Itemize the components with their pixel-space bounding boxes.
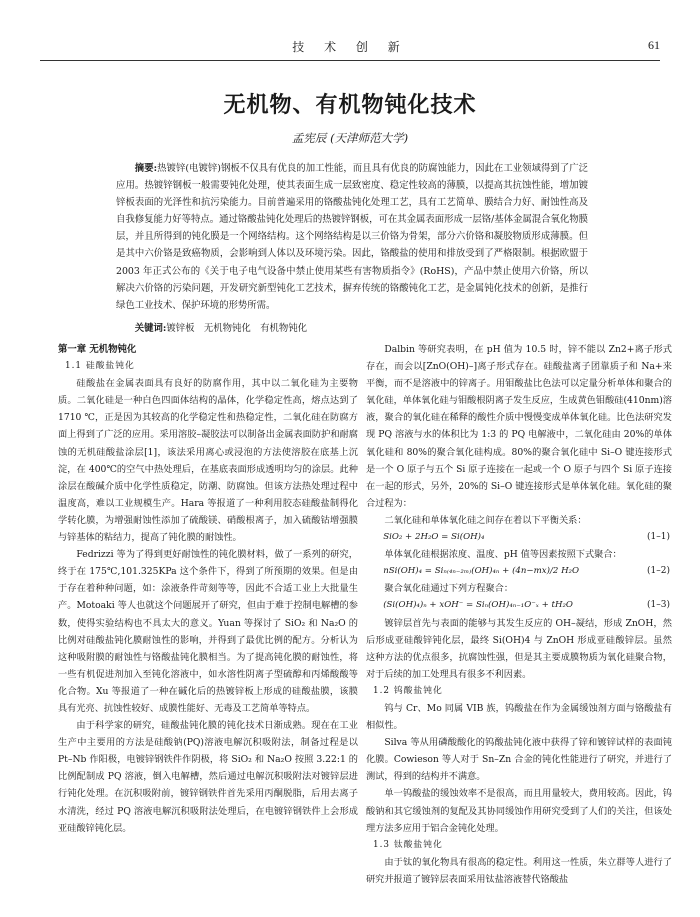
subsection-heading: 1.1 硅酸盐钝化: [65, 361, 135, 372]
equation-3: [366, 597, 672, 614]
paragraph: 单体氧化硅根据浓度、温度、pH 值等因素按照下式聚合：: [384, 549, 622, 561]
subsection-heading: 1.2 钨酸盐钝化: [373, 685, 443, 696]
paragraph: 硅酸盐在金属表面具有良好的防腐作用，其中以二氧化硅为主要物质。二氧化硅是一种白色四面体结构的晶体，化学稳定性高，熔点达到了 1710 ℃，正是因为其较高的化学稳定性和热稳定性，二氧化硅在防腐方面上得到了广泛的应用。采用溶胶–凝胶法可以制备出金属表面防护和耐腐蚀的无机硅酸盐涂层[1]，该法采用离心或浸泡的方法使溶胶在底基上沉淀，在 400℃的空气中热处理后，在基底表面形成透明均匀的涂层。此种涂层在酸碱介质中化学性质稳定，防潮、防腐蚀。但该方法热处理过程中温度高，难以工业规模生产。Hara 等报道了一种利用胶态硅酸盐制得化学转化膜，为增强耐蚀性添加了硫酸镁、硝酸根离子，加入硫酸钴增强膜与锌基体的粘结力，提高了钝化膜的耐蚀性。: [58, 378, 358, 544]
paragraph: Dalbin 等研究表明，在 pH 值为 10.5 时，锌不能以 Zn2+离子形式存在，而会以[ZnO(OH)–]离子形式存在。硅酸盐离子团靠质子和 Na+来平衡，而不是溶液中的锌离子。用钼酸盐比色法可以定量分析单体和聚合的氧化硅，单体氧化硅与钼酸根阴离子发生反应，生成黄色钼酸硅(410nm)溶液，聚合的氧化硅在稀释的酸性介质中慢慢变成单体氧化硅。比色法研究发现 PQ 溶液与水的体积比为 1:3 的 PQ 电解液中，二氧化硅由 20%的单体氧化硅和 80%的聚合氧化硅构成。80%的聚合氧化硅中 Si–O 键连接形式是一个 O 原子与五个 Si 原子连接在一起或一个 O 原子与四个 Si 原子连接在一起的形式，另外，20%的 Si–O 键连接形式是单体氧化硅。氧化硅的聚合过程为：: [366, 344, 672, 509]
paragraph: 由于科学家的研究，硅酸盐钝化膜的钝化技术日渐成熟。现在在工业生产中主要用的方法是硅酸钠(PQ)溶液电解沉积吸附法，制备过程是以 Pt–Nb 作阳极，电镀锌钢铁件作阴极，将 SiO₂ 和 Na₂O 按照 3.22:1 的比例配制成 PQ 溶液，倒入电解槽，然后通过电解沉积吸附法对镀锌层进行钝化处理。在沉积吸附前，镀锌钢铁件首先采用丙酮脱脂，后用去离子水清洗，经过 PQ 溶液电解沉积吸附法处理后，在电镀锌钢铁件上会形成亚硅酸锌钝化层。: [58, 720, 358, 834]
abstract: [116, 160, 588, 314]
paragraph: 由于钛的氧化物具有很高的稳定性。利用这一性质，朱立群等人进行了研究并报道了镀锌层表面采用钛盐溶液替代铬酸盐: [366, 856, 672, 885]
equation-1: [366, 529, 672, 546]
paragraph: 单一钨酸盐的缓蚀效率不是很高，而且用量较大，费用较高。因此，钨酸钠和其它缓蚀剂的复配及其协同缓蚀作用研究受到了人们的关注，但该处理方法多应用于铝合金钝化处理。: [366, 788, 672, 834]
abstract-text: 热镀锌(电镀锌)钢板不仅具有优良的加工性能，而且具有优良的防腐蚀能力，因此在工业领域得到了广泛应用。热镀锌钢板一般需要钝化处理，使其表面生成一层致密度、稳定性较高的薄膜，以提高其抗蚀性能，增加镀锌板表面的光泽性和抗污染能力。目前普遍采用的铬酸盐钝化处理工艺，具有工艺简单、膜结合力好、耐蚀性高及自我修复能力好等特点。通过铬酸盐钝化处理后的热镀锌钢板，可在其金属表面形成一层铬/基体金属混合氧化物膜层，并且所得到的钝化膜是一个网络结构。这个网络结构是以三价铬为骨架，部分六价铬和凝胶物质形成薄膜。但是其中六价铬是致癌物质，会影响到人体以及环境污染。因此，铬酸盐的使用和排放受到了严格限制。根据欧盟于 2003 年正式公布的《关于电子电气设备中禁止使用某些有害物质指令》(RoHS)，产品中禁止使用六价铬，所以解决六价铬的污染问题，开发研究新型钝化工艺技术，摒弃传统的铬酸钝化工艺，是金属钝化技术的创新，是推行绿色工业技术、保护环境的形势所需。: [116, 163, 588, 311]
page-number: 61: [648, 38, 660, 52]
author-line: 孟宪辰 (天津师范大学): [291, 131, 409, 145]
paragraph: 二氧化硅和单体氧化硅之间存在着以下平衡关系：: [384, 514, 587, 526]
left-column: [58, 341, 358, 837]
paragraph: Fedrizzi 等为了得到更好耐蚀性的钝化膜材料，做了一系列的研究，终于在 175℃,101.325KPa 这个条件下，得到了所预期的效果。但是由于存在着种种问题，如：涂液条件苛刻等等，因此不合适工业上大批量生产。Motoaki 等人也就这个问题展开了研究，但由于难于控制电解槽的参数，使得实验结构也不具太大的意义。Yuan 等探讨了 SiO₂ 和 Na₂O 的比例对硅酸盐钝化膜耐蚀性的影响，并得到了最优比例的配方。分析认为这种吸附膜的耐蚀性与铬酸盐钝化膜相当。为了提高钝化膜的耐蚀性，将一些有机促进剂加入至钝化溶液中，如水溶性阴离子型硫醇和丙烯酸酸等化合物。Xu 等报道了一种在碱化后的热镀锌板上形成的硅酸盐膜，该膜具有光亮、抗蚀性较好、成膜性能好、无毒及工艺简单等特点。: [58, 549, 358, 714]
keywords-text: 镀锌板 无机物钝化 有机物钝化: [166, 323, 308, 334]
equation-number: (1–3): [647, 600, 670, 611]
right-column: [366, 341, 672, 888]
equation-formula: SiO₂ + 2H₂O = Si(OH)₄: [383, 532, 485, 543]
equation-formula: (Si(OH)₄)ₙ + xOH⁻ = Siₙ(OH)₄ₙ₋₁O⁻ₓ + tH₂O: [383, 600, 573, 611]
equation-2: [366, 563, 672, 580]
paragraph: Silva 等从用磷酸酸化的钨酸盐钝化液中获得了锌和镀锌试样的表面钝化膜。Cowieson 等人对于 Sn–Zn 合金的钝化性能进行了研究，并进行了测试，得到的结构并不满意。: [366, 737, 672, 783]
running-header: [40, 36, 660, 61]
subsection-heading: 1.3 钛酸盐钝化: [373, 839, 443, 850]
paragraph: 聚合氧化硅通过下列方程聚合：: [384, 583, 514, 595]
equation-number: (1–1): [647, 532, 670, 543]
journal-name: 技 术 创 新: [292, 40, 408, 54]
section-heading: 第一章 无机物钝化: [58, 344, 137, 355]
keywords: [116, 320, 588, 337]
keywords-label: 关键词:: [134, 323, 167, 334]
abstract-label: 摘要:: [134, 163, 158, 174]
equation-formula: nSi(OH)₄ = Siₙ₍₄ₙ₋₂ₘ₎(OH)₄ₙ + (4n−mx)/2 H₂O: [383, 566, 580, 577]
paragraph: 钨与 Cr、Mo 同属 VIB 族，钨酸盐在作为金属缓蚀剂方面与铬酸盐有相似性。: [366, 702, 672, 732]
paragraph: 镀锌层首先与表面的能够与其发生反应的 OH–凝结，形成 ZnOH，然后形成亚硅酸锌钝化层，最终 Si(OH)4 与 ZnOH 形成亚硅酸锌层。虽然这种方法的优点很多，抗腐蚀性强，但是其主要成膜物质为氧化硅聚合物，对于后续的加工处理具有很多不利因素。: [366, 617, 672, 680]
equation-number: (1–2): [647, 566, 670, 577]
article-title: 无机物、有机物钝化技术: [223, 93, 477, 118]
